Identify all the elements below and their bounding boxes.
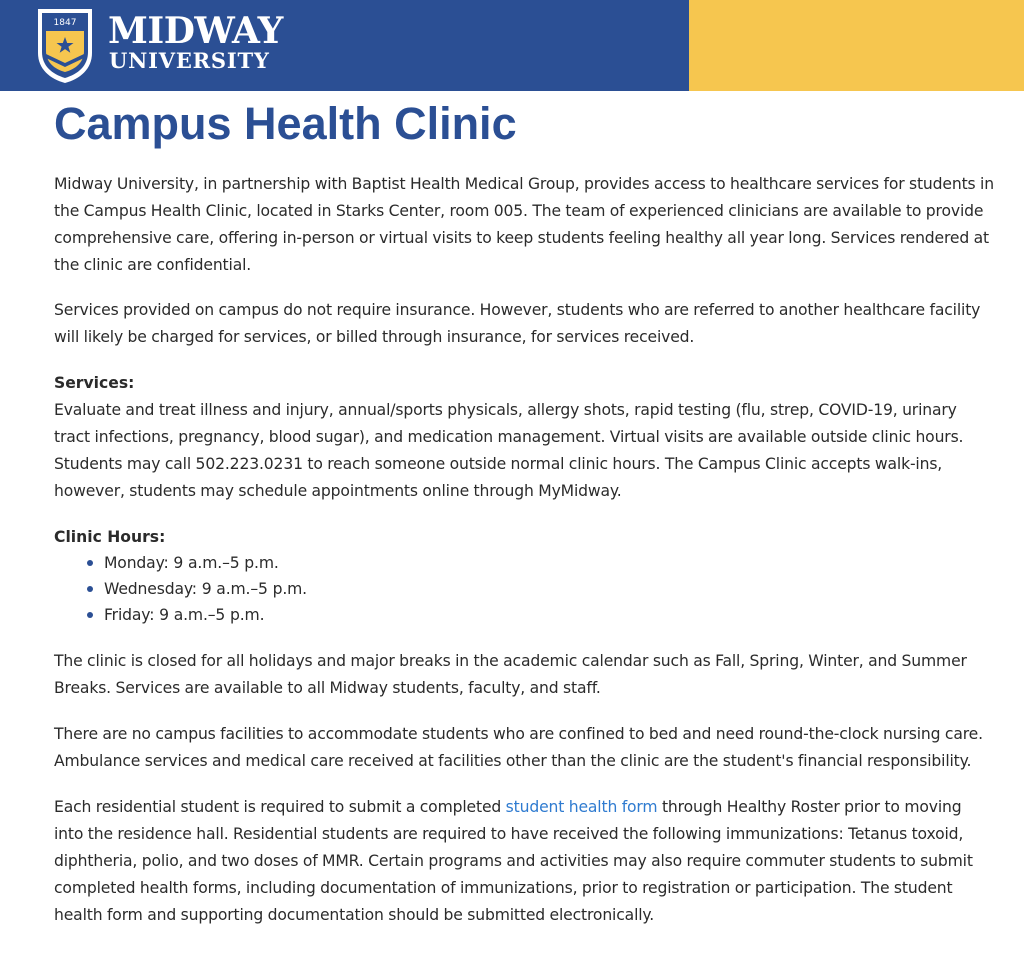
clinic-hours-list [54,550,994,628]
insurance-paragraph: Services provided on campus do not require insurance. However, students who are referred to another healthcare facility will likely be charged for services, or billed through insurance, for services received. [54,301,981,346]
health-form-paragraph [54,794,994,929]
logo-subtitle: UNIVERSITY [109,48,270,73]
main-content [54,92,994,929]
logo-year: 1847 [53,18,77,28]
student-health-form-link[interactable]: student health form [505,798,658,816]
university-wordmark[interactable] [108,12,283,72]
facilities-paragraph: There are no campus facilities to accommodate students who are confined to bed and need round-the-clock nursing care. Ambulance services and medical care received at facilities other than the clinic are the student's financial responsibility. [54,725,983,770]
health-form-text-before: Each residential student is required to submit a completed [54,798,506,816]
services-paragraph: Evaluate and treat illness and injury, annual/sports physicals, allergy shots, rapid testing (flu, strep, COVID-19, urinary tract infections, pregnancy, blood sugar), and medication management. Virtual visits are available outside clinic hours. Students may call 502.223.0231 to reach someone outside normal clinic hours. The Campus Clinic accepts walk-ins, however, students may schedule appointments online through MyMidway. [54,401,964,500]
page-title: Campus Health Clinic [54,98,517,149]
intro-paragraph: Midway University, in partnership with Baptist Health Medical Group, provides access to healthcare services for students in the Campus Health Clinic, located in Starks Center, room 005. The team of experienced clinicians are available to provide comprehensive care, offering in-person or virtual visits to keep students feeling healthy all year long. Services rendered at the clinic are confidential. [54,175,994,274]
logo-name: MIDWAY [108,10,283,52]
clinic-hours-heading: Clinic Hours: [54,528,166,546]
hours-item-friday: Friday: 9 a.m.–5 p.m. [104,602,994,628]
university-shield-logo[interactable] [35,7,95,85]
header-gold-band [689,0,1024,91]
hours-item-wednesday: Wednesday: 9 a.m.–5 p.m. [104,576,994,602]
site-header [0,0,1024,91]
health-form-text-after: through Healthy Roster prior to moving into the residence hall. Residential students are required to have received the following immunizations: Tetanus toxoid, diphtheria, polio, and two doses of MMR. Certain programs and activities may also require commuter students to submit completed health forms, including documentation of immunizations, prior to registration or participation. The student health form and supporting documentation should be submitted electronically. [54,798,973,924]
services-heading: Services: [54,374,135,392]
closures-paragraph: The clinic is closed for all holidays and major breaks in the academic calendar such as Fall, Spring, Winter, and Summer Breaks. Services are available to all Midway students, faculty, and staff. [54,652,967,697]
header-blue-band [0,0,689,91]
hours-item-monday: Monday: 9 a.m.–5 p.m. [104,550,994,576]
